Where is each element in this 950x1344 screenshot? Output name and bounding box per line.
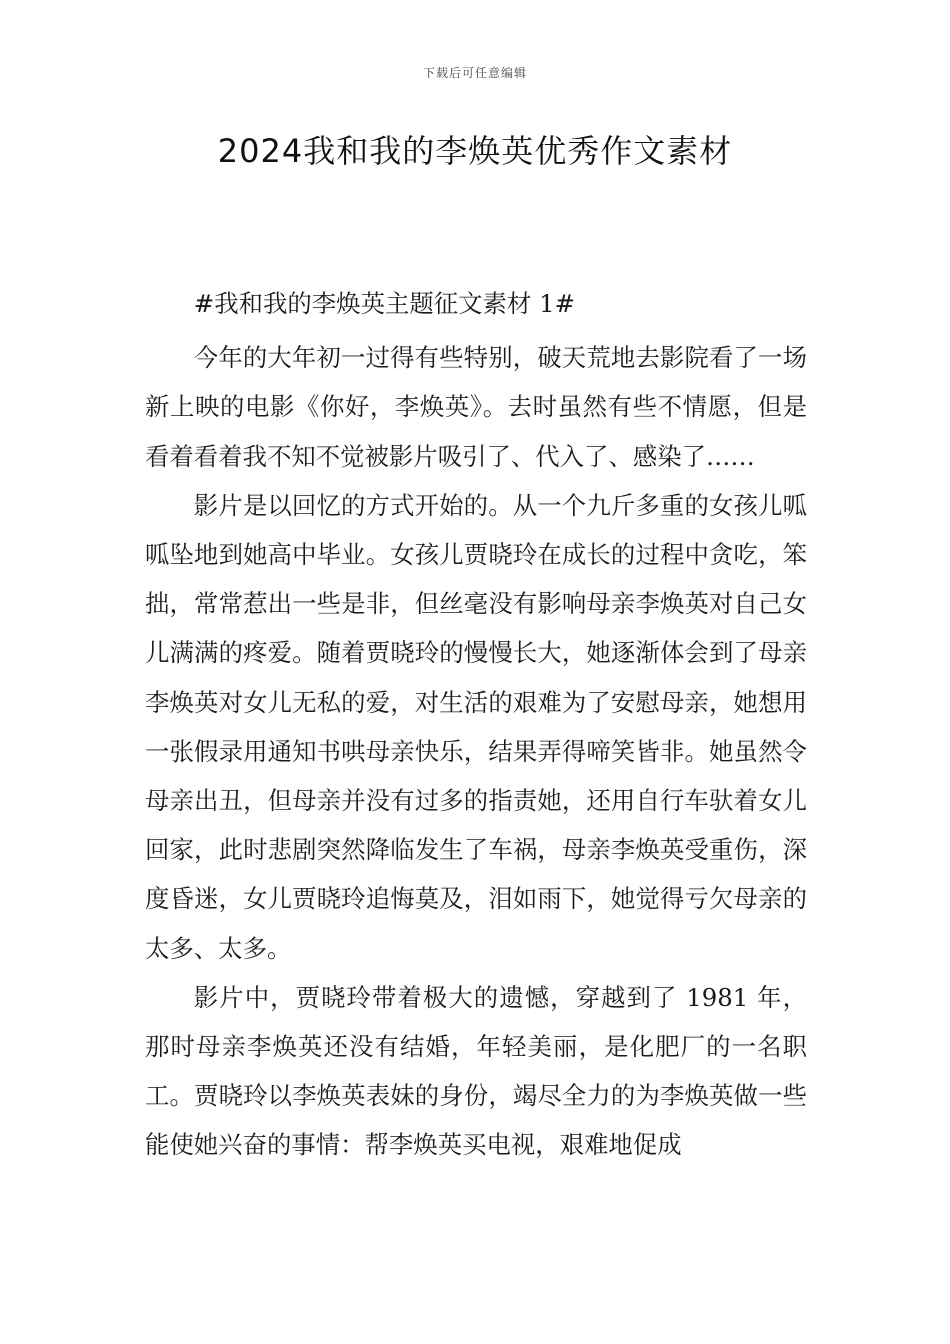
header-note: 下载后可任意编辑 xyxy=(422,66,527,80)
document-title: 2024我和我的李焕英优秀作文素材 xyxy=(217,132,733,170)
paragraph-1: 今年的大年初一过得有些特别，破天荒地去影院看了一场新上映的电影《你好，李焕英》。去时虽然有些不情愿，但是看着看着我不知不觉被影片吸引了、代入了、感染了…… xyxy=(145,343,807,471)
document-body xyxy=(145,279,807,1170)
paragraph-2: 影片是以回忆的方式开始的。从一个九斤多重的女孩儿呱呱坠地到她高中毕业。女孩儿贾晓玲在成长的过程中贪吃，笨拙，常常惹出一些是非，但丝毫没有影响母亲李焕英对自己女儿满满的疼爱。随着贾晓玲的慢慢长大，她逐渐体会到了母亲李焕英对女儿无私的爱，对生活的艰难为了安慰母亲，她想用一张假录用通知书哄母亲快乐，结果弄得啼笑皆非。她虽然令母亲出丑，但母亲并没有过多的指责她，还用自行车驮着女儿回家，此时悲剧突然降临发生了车祸，母亲李焕英受重伤，深度昏迷，女儿贾晓玲追悔莫及，泪如雨下，她觉得亏欠母亲的太多、太多。 xyxy=(145,490,807,963)
paragraph-3: 影片中，贾晓玲带着极大的遗憾，穿越到了 1981 年，那时母亲李焕英还没有结婚，年轻美丽，是化肥厂的一名职工。贾晓玲以李焕英表妹的身份，竭尽全力的为李焕英做一些能使她兴奋的事情：帮李焕英买电视，艰难地促成 xyxy=(145,982,807,1160)
section-heading: #我和我的李焕英主题征文素材 1# xyxy=(193,289,576,318)
